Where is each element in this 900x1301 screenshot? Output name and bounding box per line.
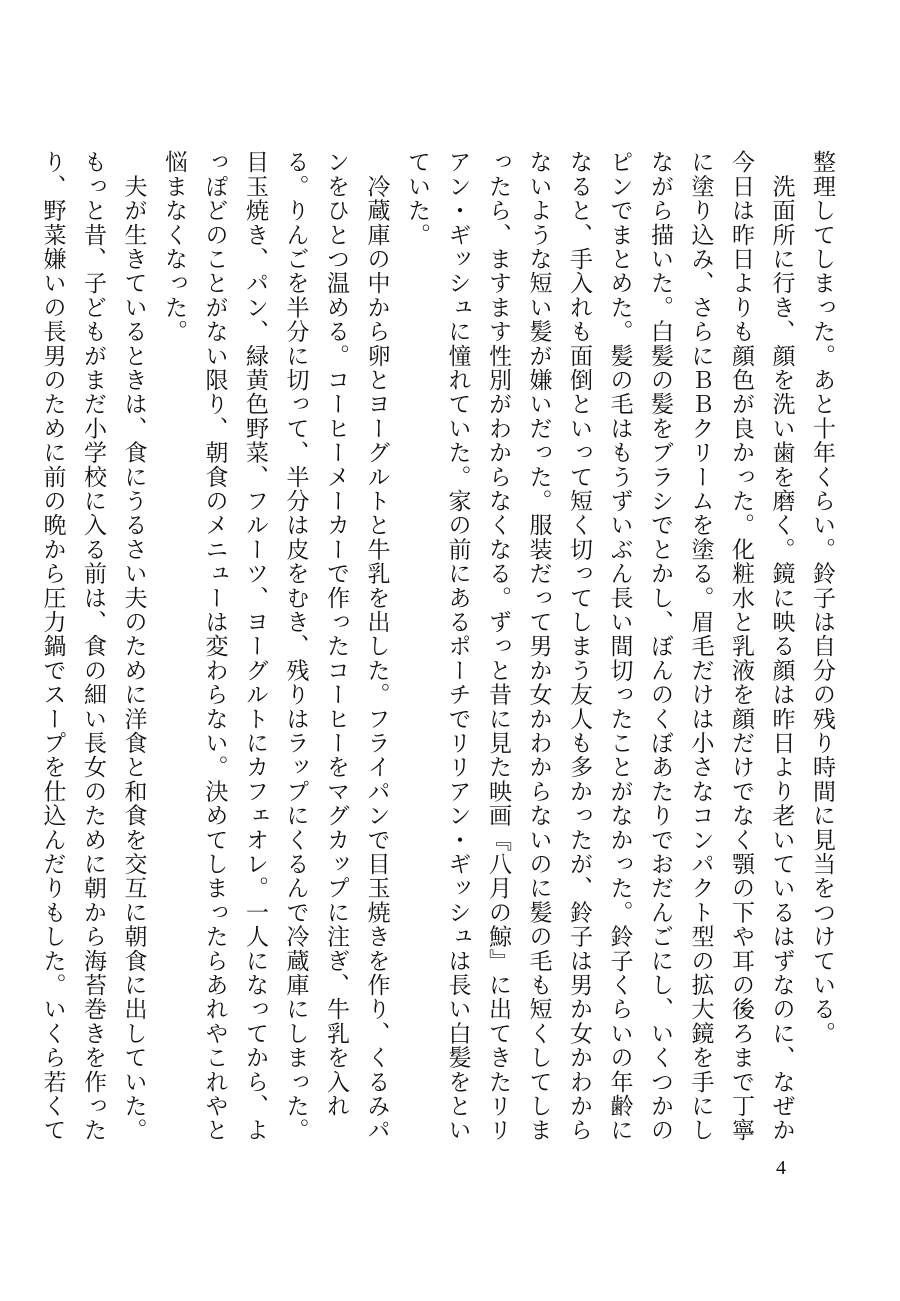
paragraph-4: 夫が生きているときは、食にうるさい夫のために洋食と和食を交互に朝食に出していた。もっと昔、子どもがまだ小学校に入る前は、食の細い長女のために朝から海苔巻きを作ったり、野菜嫌いの長男のために前の晩から圧力鍋でスープを仕込んだりもした。いくら若くて (39, 150, 147, 1143)
page-number: 4 (776, 1157, 786, 1179)
vertical-text-body (39, 150, 842, 1150)
paragraph-1: 整理してしまった。あと十年くらい。鈴子は自分の残り時間に見当をつけている。 (809, 150, 835, 1046)
paragraph-2: 洗面所に行き、顔を洗い歯を磨く。鏡に映る顔は昨日より老いているはずなのに、なぜか今日は昨日よりも顔色が良かった。化粧水と乳液を顔だけでなく顎の下や耳の後ろまで丁寧に塗り込み、さらにＢＢクリームを塗る。眉毛だけは小さなコンパクト型の拡大鏡を手にしながら描いた。白髪の髪をブラシでとかし、ぼんのくぼあたりでおだんごにし、いくつかのピンでまとめた。髪の毛はもうずいぶん長い間切ったことがなかった。鈴子くらいの年齢になると、手入れも面倒といって短く切ってしまう友人も多かったが、鈴子は男か女かわからないような短い髪が嫌いだった。服装だって男か女かわからないのに髪の毛も短くしてしまったら、ますます性別がわからなくなる。ずっと昔に見た映画『八月の鯨』に出てきたリリアン・ギッシュに憧れていた。家の前にあるポーチでリリアン・ギッシュは長い白髪をといていた。 (404, 150, 795, 1143)
paragraph-3: 冷蔵庫の中から卵とヨーグルトと牛乳を出した。フライパンで目玉焼きを作り、くるみパンをひとつ温める。コーヒーメーカーで作ったコーヒーをマグカップに注ぎ、牛乳を入れる。りんごを半分に切って、半分は皮をむき、残りはラップにくるんで冷蔵庫にしまった。目玉焼き、パン、緑黄色野菜、フルーツ、ヨーグルトにカフェオレ。一人になってから、よっぽどのことがない限り、朝食のメニューは変わらない。決めてしまったらあれやこれやと悩まなくなった。 (161, 150, 390, 1143)
